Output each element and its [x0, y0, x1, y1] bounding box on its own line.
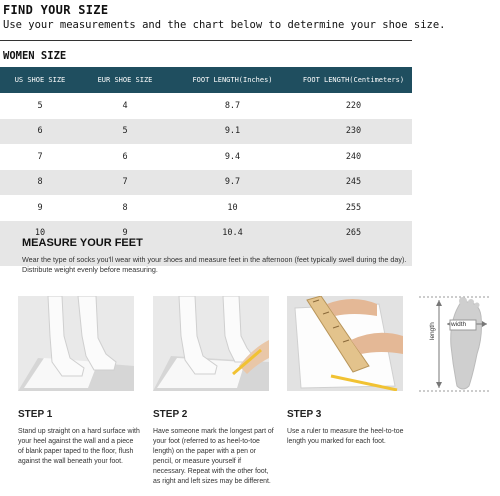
foot-diagram [419, 296, 491, 393]
table-row [0, 144, 412, 170]
cell: 230 [345, 126, 362, 137]
width-label: width [451, 321, 467, 328]
column-header: FOOT LENGTH(Inches) [192, 76, 273, 84]
step3-text: Use a ruler to measure the heel-to-toe length you marked for each foot. [287, 428, 404, 445]
cell: 265 [345, 228, 362, 239]
cell: 8 [37, 177, 43, 188]
step3-title: STEP 3 [287, 409, 322, 420]
cell: 4 [122, 100, 128, 111]
step2-text: Have someone mark the longest part of your foot (referred to as heel-to-toe length) on the paper with a pen or pencil, or measure yourself if necessary. Repeat with the other foot, as right and left sizes may be different. [153, 428, 274, 485]
column-header: FOOT LENGTH(Centimeters) [302, 76, 405, 84]
cell: 9 [37, 202, 43, 213]
step1-photo [18, 296, 134, 391]
measure-text: Wear the type of socks you'll wear with your shoes and measure feet in the afternoon (feet typically swell during the day). Distribute weight evenly before measuring. [22, 255, 407, 274]
column-header: EUR SHOE SIZE [97, 76, 153, 84]
table-row [0, 119, 412, 145]
cell: 8 [122, 202, 128, 213]
cell: 6 [37, 126, 43, 137]
women-size-title: WOMEN SIZE [3, 50, 67, 62]
step2-photo [153, 296, 269, 391]
cell: 9.4 [224, 151, 241, 162]
step1-title: STEP 1 [18, 409, 53, 420]
column-header: US SHOE SIZE [14, 76, 66, 84]
table-row [0, 93, 412, 119]
cell: 10.4 [222, 228, 243, 239]
cell: 8.7 [224, 100, 241, 111]
table-row [0, 170, 412, 196]
cell: 9 [122, 228, 128, 239]
intro-text: Use your measurements and the chart below to determine your shoe size. [3, 19, 446, 31]
cell: 5 [37, 100, 43, 111]
cell: 220 [345, 100, 362, 111]
length-label: length [429, 322, 436, 340]
cell: 9.1 [224, 126, 241, 137]
step2-title: STEP 2 [153, 409, 188, 420]
step3-photo [287, 296, 403, 391]
find-size-title: FIND YOUR SIZE [3, 3, 109, 17]
table-row [0, 195, 412, 221]
cell: 7 [37, 151, 43, 162]
step1-text: Stand up straight on a hard surface with your heel against the wall and a piece of blank paper taped to the floor, flush against the wall beneath your foot. [18, 428, 140, 465]
cell: 7 [122, 177, 128, 188]
cell: 245 [345, 177, 362, 188]
table-header [0, 67, 412, 93]
measure-title: MEASURE YOUR FEET [22, 237, 143, 249]
cell: 6 [122, 151, 128, 162]
cell: 10 [227, 202, 238, 213]
divider [0, 40, 412, 41]
cell: 240 [345, 151, 362, 162]
cell: 10 [34, 228, 46, 239]
cell: 9.7 [224, 177, 241, 188]
cell: 5 [122, 126, 128, 137]
cell: 255 [345, 202, 362, 213]
